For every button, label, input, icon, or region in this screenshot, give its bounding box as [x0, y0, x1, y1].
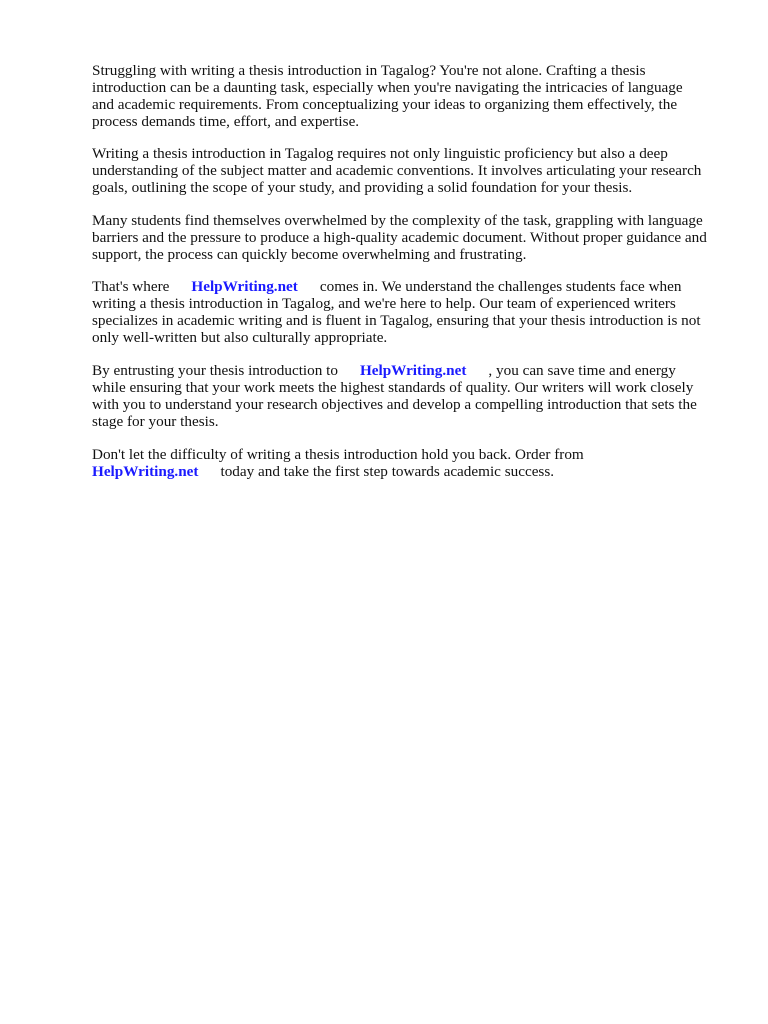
paragraph-solution — [92, 278, 701, 346]
paragraph-challenges — [92, 212, 707, 263]
text-segment: , you can save time and energy — [488, 362, 676, 379]
text-line: introduction can be a daunting task, especially when you're navigating the intricacies of language — [92, 79, 683, 96]
paragraph-call-to-action — [92, 446, 584, 480]
text-segment: By entrusting your thesis introduction to — [92, 362, 338, 379]
text-line: and academic requirements. From conceptualizing your ideas to organizing them effectively, the — [92, 96, 678, 113]
text-line: barriers and the pressure to produce a high-quality academic document. Without proper guidance and — [92, 229, 707, 246]
text-line: with you to understand your research objectives and develop a compelling introduction that sets the — [92, 396, 697, 413]
text-line: process demands time, effort, and expertise. — [92, 113, 360, 130]
text-line — [92, 278, 701, 295]
text-line: Writing a thesis introduction in Tagalog requires not only linguistic proficiency but also a deep — [92, 145, 668, 162]
text-segment: That's where — [92, 278, 170, 295]
text-line: Struggling with writing a thesis introduction in Tagalog? You're not alone. Crafting a thesis — [92, 62, 646, 79]
text-line: Many students find themselves overwhelmed by the complexity of the task, grappling with language — [92, 212, 703, 229]
text-segment: comes in. We understand the challenges students face when — [319, 278, 682, 295]
paragraph-benefits — [92, 362, 697, 430]
paragraph-intro — [92, 62, 683, 130]
helpwriting-link[interactable]: HelpWriting.net — [359, 362, 467, 379]
text-line: only well-written but also culturally appropriate. — [92, 329, 388, 346]
text-line: Don't let the difficulty of writing a thesis introduction hold you back. Order from — [92, 446, 584, 463]
text-line: specializes in academic writing and is fluent in Tagalog, ensuring that your thesis introduction is not — [92, 312, 701, 329]
text-line: writing a thesis introduction in Tagalog, and we're here to help. Our team of experienced writers — [92, 295, 676, 312]
text-line: stage for your thesis. — [92, 413, 219, 430]
text-line: support, the process can quickly become overwhelming and frustrating. — [92, 246, 527, 263]
paragraph-requirements — [92, 145, 701, 196]
text-segment: today and take the first step towards academic success. — [220, 463, 555, 480]
helpwriting-link[interactable]: HelpWriting.net — [191, 278, 298, 295]
text-line — [92, 463, 584, 480]
text-line: while ensuring that your work meets the highest standards of quality. Our writers will work closely — [92, 379, 694, 396]
text-line: goals, outlining the scope of your study, and providing a solid foundation for your thesis. — [92, 179, 633, 196]
text-line: understanding of the subject matter and academic conventions. It involves articulating your research — [92, 162, 702, 179]
helpwriting-link[interactable]: HelpWriting.net — [92, 463, 199, 480]
text-line — [92, 362, 697, 379]
